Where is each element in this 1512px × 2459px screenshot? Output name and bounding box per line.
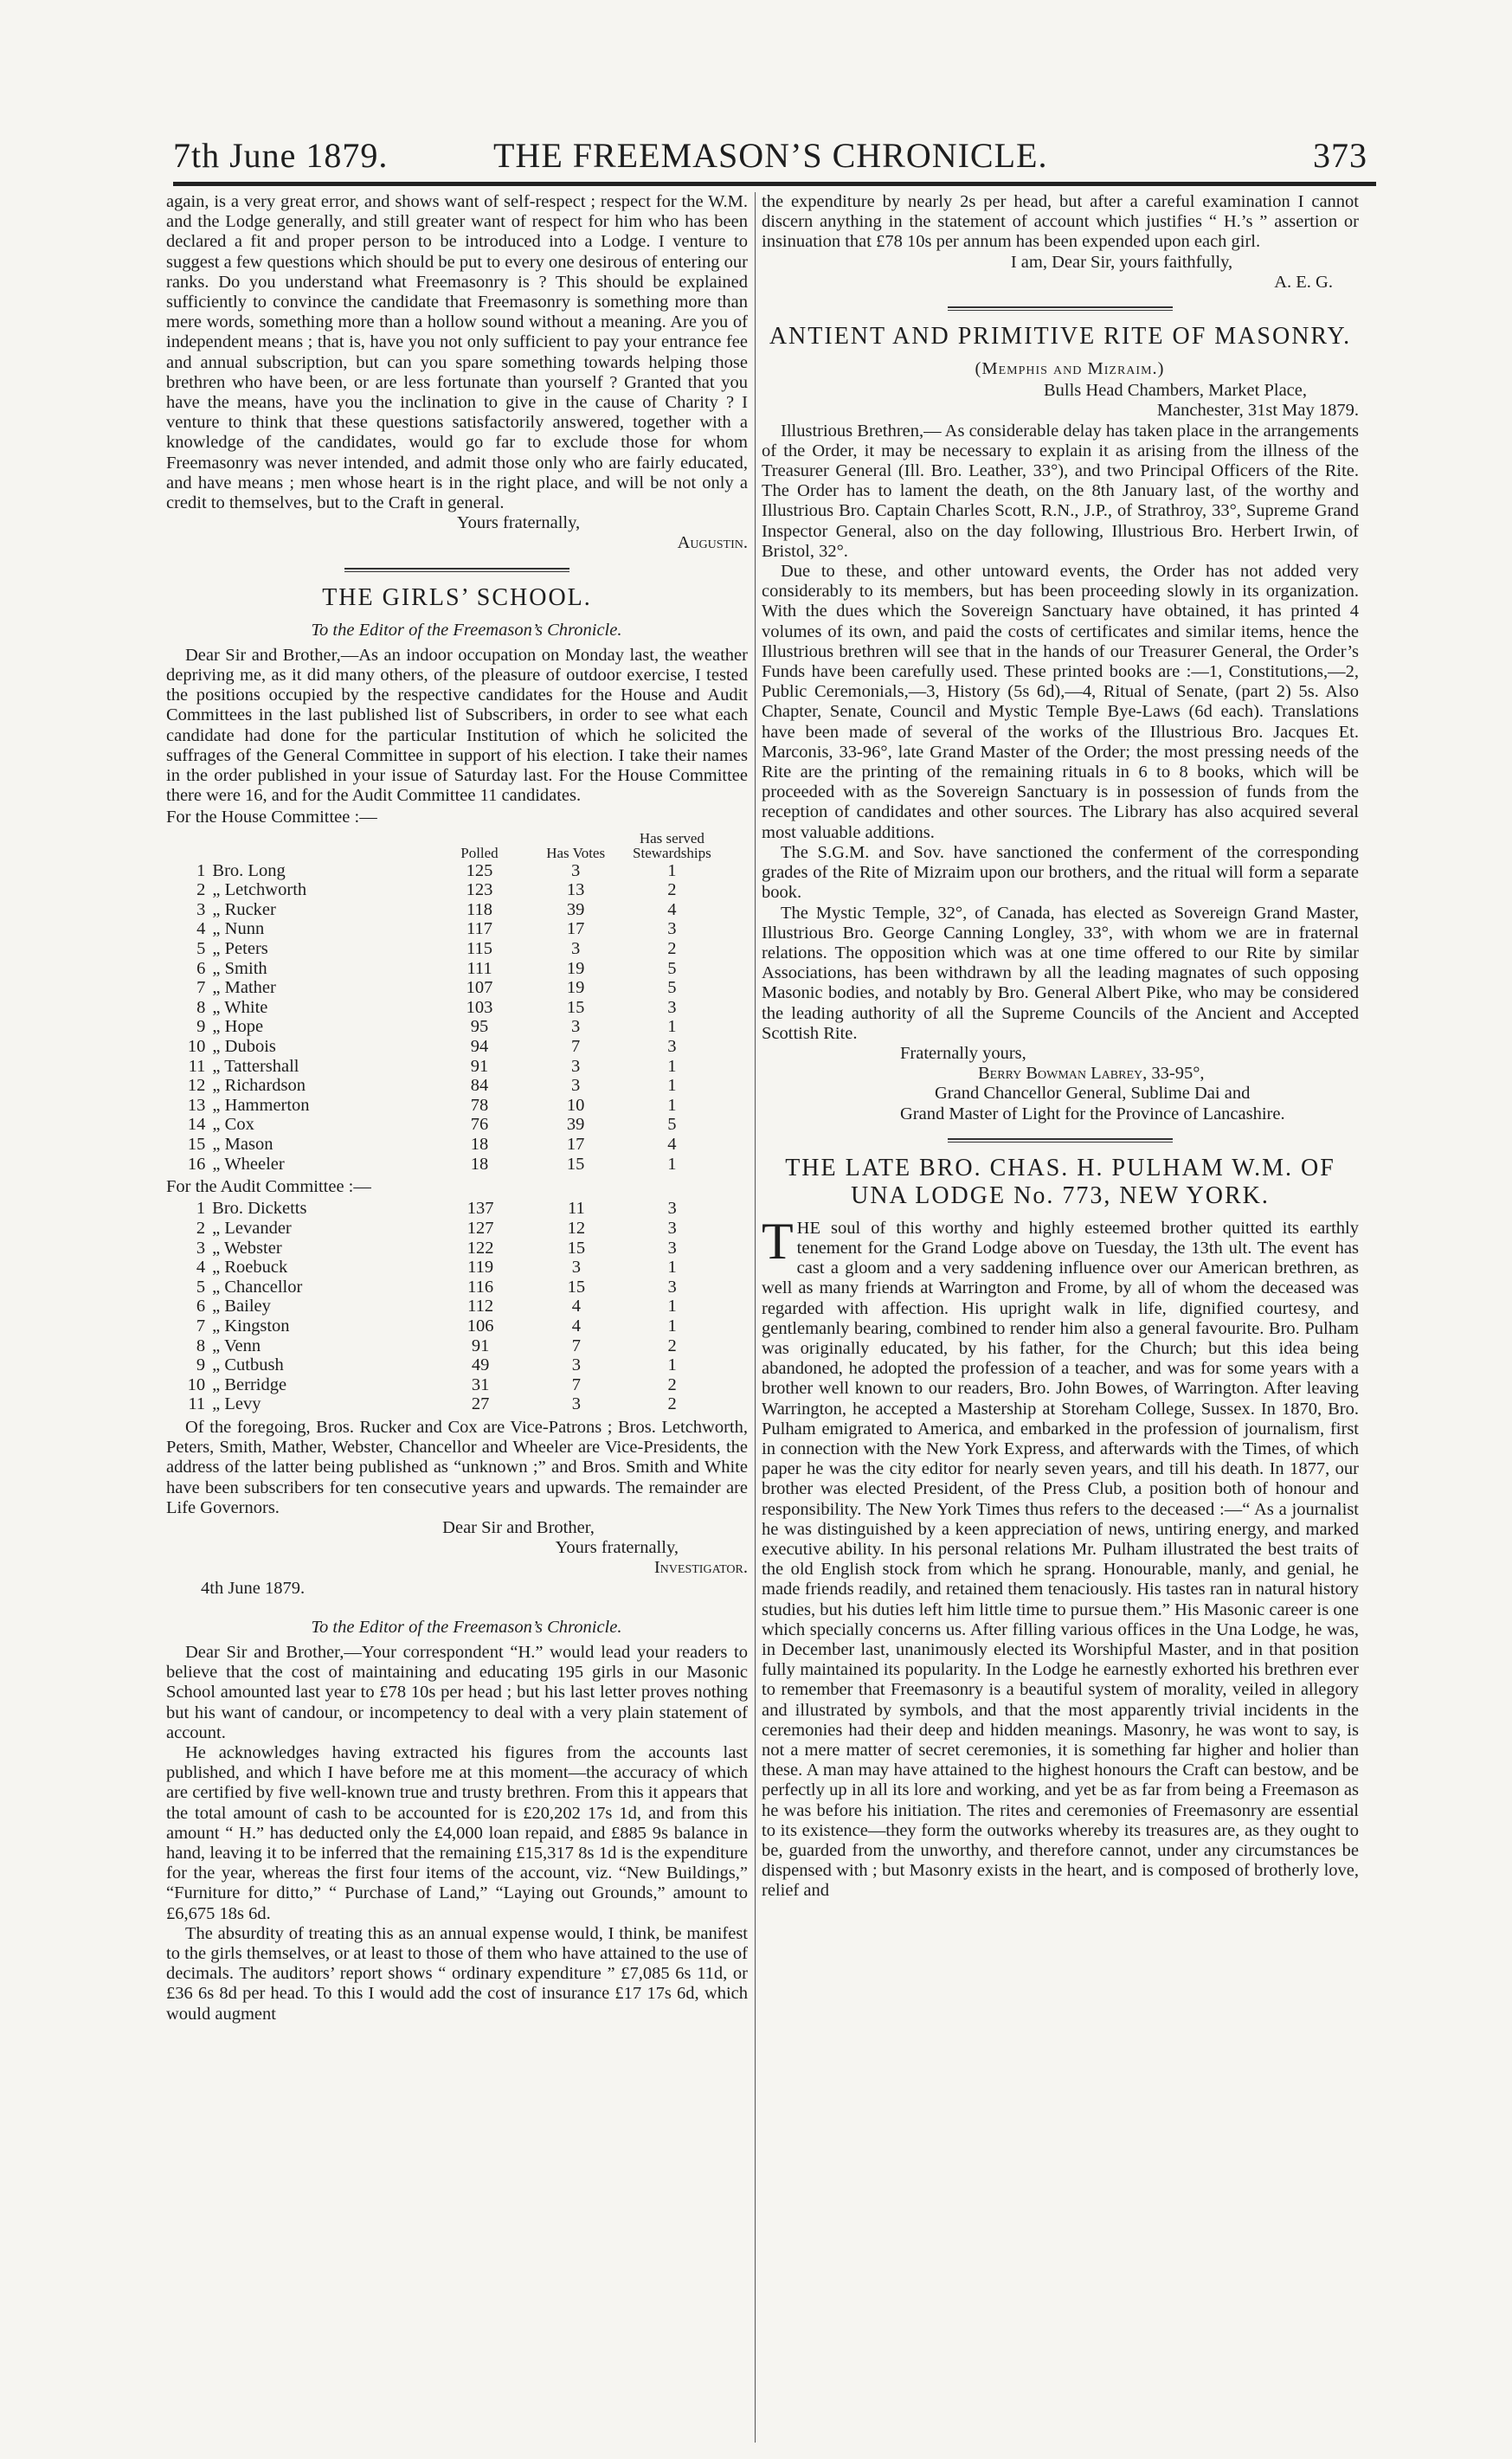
table-row [166,1297,720,1316]
cell-n: 16 [187,1154,206,1174]
cell-polled: 111 [466,958,492,978]
cell-n: 10 [187,1037,206,1057]
cell-name: „ Rucker [212,899,276,919]
table-row [166,959,720,979]
cell-name: „ Venn [212,1336,261,1355]
rite-paragraph-3: The S.G.M. and Sov. have sanctioned the conferment of the corresponding grades of the Rite of Mizraim upon our brothers, and the ritual will form a separate book. [762,842,1359,903]
cell-stew: 2 [667,1336,677,1355]
col-polled: Polled [460,844,499,861]
masthead-rule [173,182,1376,186]
right-column [762,192,1359,1902]
issue-date: 7th June 1879. [173,136,389,175]
signer-investigator: Investigator. [653,1558,748,1578]
page-number: 373 [1313,136,1367,175]
col-stewardships: Has served Stewardships [633,829,711,861]
cell-votes: 39 [566,1115,585,1135]
cell-name: „ Cox [212,1115,254,1135]
cell-stew: 3 [667,919,677,939]
cell-polled: 31 [471,1374,490,1394]
cell-votes: 15 [566,1154,585,1174]
cell-stew: 2 [667,939,677,959]
cell-name: „ Cutbush [212,1355,284,1375]
cell-votes: 7 [571,1374,581,1394]
cell-n: 11 [188,1394,206,1414]
cell-votes: 17 [566,919,585,939]
cell-name: „ Levy [212,1394,261,1414]
cell-n: 4 [196,919,206,939]
pulham-obituary [762,1212,1359,1902]
cell-n: 8 [196,997,206,1017]
cell-votes: 15 [567,1238,586,1258]
editor-address-2: To the Editor of the Freemason’s Chronicle. [311,1617,622,1637]
reply-letter-absurdity: The absurdity of treating this as an annual expense would, I think, be manifest to the girls themselves, or at least to those of them who have attained to the use of decimals. The auditors’ report shows “ ordinary expenditure ” £7,085 6s 11d, or £36 6s 8d per head. To this I would add the cost of insurance £17 17s 6d, which would augment [166,1923,748,2024]
table-row [166,1115,720,1135]
cell-name: „ Chancellor [212,1277,303,1297]
table-row [166,1096,720,1116]
cell-name: „ Richardson [212,1076,306,1096]
cell-polled: 117 [466,919,492,939]
table-row [166,939,720,959]
editor-address: To the Editor of the Freemason’s Chronicle. [311,620,622,640]
table-row [166,919,720,939]
cell-polled: 27 [471,1394,490,1414]
cell-stew: 1 [667,1056,677,1076]
girls-school-heading: THE GIRLS’ SCHOOL. [322,583,592,611]
rite-paragraph-4: The Mystic Temple, 32°, of Canada, has elected as Sovereign Grand Master, Illustrious Bro. George Canning Longley, 33°, with whom we are in fraternal relations. The opposition which was at one time offered to our Rite by similar Associations, has been withdrawn by all the leading magnates of such opposing Masonic bodies, and notably by Bro. General Albert Pike, who may be considered the leading authority of all the Supreme Councils of the Ancient and Accepted Scottish Rite. [762,903,1359,1043]
cell-polled: 137 [466,1199,494,1219]
cell-name: „ Smith [212,958,267,978]
rite-address-line1: Bulls Head Chambers, Market Place, [1043,381,1307,401]
pulham-heading: THE LATE BRO. CHAS. H. PULHAM W.M. OF UNA LODGE No. 773, NEW YORK. [785,1154,1335,1209]
cell-polled: 125 [466,860,493,880]
table-row [166,1394,720,1414]
cell-name: „ White [212,997,268,1017]
cell-stew: 3 [667,1238,677,1258]
table-row [166,861,720,881]
signer-rite: Berry Bowman Labrey, 33-95°, [978,1064,1205,1084]
rite-signer-title-1: Grand Chancellor General, Sublime Dai and [935,1084,1251,1104]
cell-n: 9 [196,1017,206,1037]
cell-n: 4 [196,1258,206,1278]
masthead [173,130,1385,182]
cell-n: 11 [188,1056,206,1076]
table-row [166,1017,720,1037]
cell-n: 2 [196,880,206,900]
cell-stew: 1 [667,1258,677,1278]
cell-name: Bro. Long [212,860,286,880]
cell-stew: 1 [667,1297,677,1316]
cell-polled: 122 [466,1238,494,1258]
cell-name: „ Dubois [212,1037,276,1057]
cell-name: „ Mason [212,1135,273,1154]
cell-votes: 3 [571,1076,581,1096]
cell-n: 10 [187,1374,206,1394]
left-column [166,192,748,2024]
pulham-obituary-text: HE soul of this worthy and highly esteemed brother quitted its earthly tenement for the Grand Lodge above on Tuesday, the 13th ult. The event has cast a gloom and a very saddening influence over our American brethren, as well as many friends at Warrington and Frome, by all of whom the deceased was regarded with affection. His upright walk in life, dignified courtesy, and gentlemanly bearing, combined to render him also a general favourite. Bro. Pulham was originally educated, by his father, for the Church; but this idea being abandoned, he adopted the profession of a teacher, and was for some years with a brother well known to our readers, Bro. John Bowes, of Warrington. After leaving Warrington, he accepted a Mastership at Storeham College, Sussex. In 1870, Bro. Pulham emigrated to America, and embarked in the profession of journalism, first in connection with the New York Express, and afterwards with the Times, of which paper he was the city editor for nearly seven years, and till his death. In 1877, our brother was elected President, of the Press Club, a position both of honour and responsibility. The New York Times thus refers to the deceased :—“ As a journalist he was distinguished by a keen appreciation of news, untiring energy, and marked executive ability. In his personal relations Mr. Pulham illustrated the best traits of the old English stock from which he sprang. Honourable, manly, and genial, he made friends readily, and retained them tenaciously. His tastes ran in natural history studies, but his duties left him little time to pursue them.” His Masonic career is one which specially concerns us. After filling various offices in the Una Lodge, he was, in December last, unanimously elected its Worshipful Master, and in that position fully maintained its popularity. In the Lodge he earnestly exhorted his brethren ever to remember that Freemasonry is a beautiful system of morality, veiled in allegory and illustrated by symbols, and that the most apparently trivial incidents in the ceremonies had their deep and hidden meanings. Masonry, he was wont to say, is not a mere matter of secret ceremonies, it is something far higher and holier than these. A man may have attained to the highest honours the Craft can bestow, and be perfectly up in all its lore and working, and yet be as far from being a Freemason as he was before his initiation. The rites and ceremonies of Freemasonry are essential to its existence—they form the outworks whereby its treasures are, as they ought to be, guarded from the unworthy, and therefore cannot, under any circumstances be dispensed with ; but Masonry exists in the heart, and is composed of brotherly love, relief and [762,1218,1359,1901]
cell-n: 5 [196,1277,206,1297]
cell-votes: 19 [566,958,585,978]
cell-name: „ Levander [212,1218,292,1238]
cell-votes: 3 [571,1258,581,1278]
cell-name: „ Mather [212,978,276,998]
cell-votes: 3 [571,860,581,880]
cell-polled: 49 [471,1355,490,1375]
cell-n: 14 [187,1115,206,1135]
cell-stew: 2 [667,880,677,900]
cell-name: „ Tattershall [212,1056,299,1076]
audit-committee-table [166,1199,720,1414]
cell-name: „ Bailey [212,1297,271,1316]
cell-n: 13 [187,1095,206,1115]
cell-name: Bro. Dicketts [212,1199,307,1219]
cell-name: „ Wheeler [212,1154,285,1174]
reply-letter-opening: Dear Sir and Brother,—Your correspondent “H.” would lead your readers to believe that the cost of maintaining and educating 195 girls in our Masonic School amounted last year to £78 10s per head ; but his last letter proves nothing but his want of candour, or incompetency to deal with a very plain statement of account. [166,1642,748,1742]
cell-stew: 1 [667,1316,677,1336]
cell-polled: 107 [466,978,493,998]
cell-votes: 3 [571,1017,581,1037]
table-row [166,1258,720,1278]
cell-stew: 1 [667,1017,677,1037]
cell-stew: 3 [667,1199,677,1219]
table-row [166,1336,720,1356]
cell-votes: 12 [567,1218,586,1238]
cell-n: 1 [196,1199,206,1219]
cell-n: 9 [196,1355,206,1375]
cell-polled: 127 [466,1218,494,1238]
table-row [166,900,720,920]
cell-polled: 123 [466,880,493,900]
table-row [166,998,720,1018]
closing-yours: Yours fraternally, [555,1538,679,1558]
table-row [166,1199,720,1219]
cell-votes: 10 [566,1095,585,1115]
closing-rite: Fraternally yours, [900,1043,1026,1063]
house-committee-label: For the House Committee :— [166,808,377,827]
cell-stew: 3 [667,1277,677,1297]
table-row [166,1155,720,1175]
cell-n: 7 [196,1316,206,1336]
cell-polled: 91 [470,1056,489,1076]
cell-votes: 3 [571,939,581,959]
cell-stew: 1 [667,1355,677,1375]
cell-polled: 103 [466,997,493,1017]
cell-votes: 15 [567,1277,586,1297]
cell-n: 8 [196,1336,206,1355]
table-row [166,1135,720,1155]
cell-n: 12 [187,1076,206,1096]
cell-votes: 13 [566,880,585,900]
cell-stew: 1 [667,1076,677,1096]
col-votes: Has Votes [546,844,606,861]
cell-votes: 11 [568,1199,585,1219]
cell-n: 1 [196,860,206,880]
cell-polled: 78 [470,1095,489,1115]
reply-letter-continuation: the expenditure by nearly 2s per head, but after a careful examination I cannot discern anything in the statement of account which justifies “ H.’s ” assertion or insinuation that £78 10s per annum has been expended upon each girl. [762,192,1359,252]
cell-name: „ Letchworth [212,880,307,900]
section-separator [344,568,569,572]
cell-stew: 4 [667,899,677,919]
reply-letter-accounts: He acknowledges having extracted his figures from the accounts last published, and which I have before me at this moment—the accuracy of which are certified by five well-known true and trusty brethren. From this it appears that the total amount of cash to be accounted for is £20,202 17s 1d, and from this amount “ H.” has deducted only the £4,000 loan repaid, and £885 9s balance in hand, leaving it to be inferred that the remaining £15,317 8s 1d is the expenditure for the year, whereas the first four items of the account, viz. “New Buildings,” “Furniture for ditto,” “ Purchase of Land,” “Laying out Grounds,” amount to £6,675 18s 6d. [166,1742,748,1923]
cell-stew: 5 [667,978,677,998]
cell-votes: 3 [571,1056,581,1076]
foregoing-paragraph: Of the foregoing, Bros. Rucker and Cox are Vice-Patrons ; Bros. Letchworth, Peters, Smith, Mather, Webster, Chancellor and Wheeler are Vice-Presidents, the address of the latter being published as “unknown ;” and Bros. Smith and White have been subscribers for ten consecutive years and upwards. The remainder are Life Governors. [166,1417,748,1517]
section-separator [948,1138,1173,1143]
table-row [166,1316,720,1336]
cell-votes: 15 [566,997,585,1017]
cell-stew: 1 [667,860,677,880]
table-row [166,1037,720,1057]
publication-title: THE FREEMASON’S CHRONICLE. [493,136,1048,175]
table-row [166,1057,720,1077]
cell-name: „ Hammerton [212,1095,310,1115]
cell-stew: 4 [667,1135,677,1154]
cell-votes: 7 [571,1336,581,1355]
cell-n: 15 [187,1135,206,1154]
cell-polled: 115 [466,939,492,959]
cell-votes: 4 [571,1316,581,1336]
girls-school-letter: Dear Sir and Brother,—As an indoor occupation on Monday last, the weather depriving me, as it did many others, of the pleasure of outdoor exercise, I tested the positions occupied by the respective candidates for the House and Audit Committees in the last published list of Subscribers, in order to see what each candidate had done for the particular Institution of which he solicited the suffrages of the General Committee in support of his election. I take their names in the order published in your issue of Saturday last. For the House Committee there were 16, and for the Audit Committee 11 candidates. [166,645,748,806]
cell-votes: 4 [571,1297,581,1316]
cell-polled: 91 [471,1336,490,1355]
cell-n: 5 [196,939,206,959]
table-row [166,1239,720,1258]
cell-stew: 5 [667,958,677,978]
cell-name: „ Kingston [212,1316,290,1336]
letter-continuation: again, is a very great error, and shows want of self-respect ; respect for the W.M. and the Lodge generally, and still greater want of respect for him who has been declared a fit and proper person to be introduced into a Lodge. I venture to suggest a few questions which should be put to every one desirous of entering our ranks. Do you understand what Freemasonry is ? This should be explained sufficiently to convince the candidate that Freemasonry is something more than mere words, something more than a hollow sound without a meaning. Are you of independent means ; that is, have you not only sufficient to pay your entrance fee and annual subscription, but can you spare something towards helping those brethren who have been, or are less fortunate than yourself ? Granted that you have the means, have you the inclination to give in the cause of Charity ? I venture to think that these questions satisfactorily answered, together with a knowledge of the candidates, would go far to exclude those for whom Freemasonry was never intended, and admit those only who are fairly educated, and have means ; men whose heart is in the right place, and will be not only a credit to themselves, but to the Craft in general. [166,192,748,513]
cell-stew: 1 [667,1154,677,1174]
cell-n: 6 [196,958,206,978]
rite-address-line2: Manchester, 31st May 1879. [1156,401,1359,421]
cell-n: 3 [196,1238,206,1258]
cell-polled: 84 [470,1076,489,1096]
table-row [166,1375,720,1395]
cell-stew: 2 [667,1394,677,1414]
cell-stew: 5 [667,1115,677,1135]
table-row [166,1355,720,1375]
cell-polled: 118 [466,899,492,919]
cell-stew: 3 [667,997,677,1017]
table-row [166,1076,720,1096]
cell-name: „ Nunn [212,919,265,939]
house-committee-table [166,830,720,1175]
cell-votes: 7 [571,1037,581,1057]
rite-signer-title-2: Grand Master of Light for the Province of Lancashire. [900,1104,1285,1123]
cell-votes: 3 [571,1394,581,1414]
drop-cap: T [762,1212,794,1270]
closing-augustin: Yours fraternally, [456,513,581,533]
cell-polled: 94 [470,1037,489,1057]
cell-votes: 3 [571,1355,581,1375]
cell-n: 3 [196,899,206,919]
table-row [166,880,720,900]
table-row [166,1278,720,1297]
cell-polled: 116 [467,1277,494,1297]
section-separator [948,306,1173,311]
table-row [166,1219,720,1239]
rite-paragraph-2: Due to these, and other untoward events, the Order has not added very considerably to its members, but has been proceeding slowly in its organization. With the dues which the Sovereign Sanctuary have obtained, it has printed 4 volumes of its own, and paid the costs of certificates and similar items, hence the Illustrious brethren will see that in the hands of our Treasurer General, the Order’s Funds have been carefully used. These printed books are :—1, Constitutions,—2, Public Ceremonials,—3, History (5s 6d),—4, Ritual of Senate, (part 2) 5s. Also Chapter, Senate, Council and Mystic Temple Bye-Laws (6d each). Translations have been made of several of the works of the Illustrious Bro. Jacques Et. Marconis, 33-96°, late Grand Master of the Order; the most pressing needs of the Rite are the printing of the remaining rituals in 6 to 8 books, which will be proceeded with as the Sovereign Sanctuary is in possession of funds from the reception of candidates and other sources. The Library has also acquired several most valuable additions. [762,562,1359,842]
signer-aeg: A. E. G. [1274,272,1333,292]
cell-polled: 76 [470,1115,489,1135]
audit-committee-label: For the Audit Committee :— [166,1177,371,1197]
cell-name: „ Webster [212,1238,282,1258]
cell-polled: 18 [470,1154,489,1174]
cell-polled: 95 [470,1017,489,1037]
cell-polled: 119 [467,1258,494,1278]
letter-date: 4th June 1879. [201,1578,306,1598]
table-row [166,978,720,998]
column-divider [755,192,756,2443]
cell-name: „ Hope [212,1017,264,1037]
cell-polled: 112 [467,1297,494,1316]
cell-n: 6 [196,1297,206,1316]
cell-n: 7 [196,978,206,998]
cell-name: „ Roebuck [212,1258,288,1278]
cell-stew: 3 [667,1218,677,1238]
cell-polled: 106 [466,1316,494,1336]
cell-stew: 3 [667,1037,677,1057]
cell-name: „ Peters [212,939,268,959]
table-header-row [166,830,720,861]
cell-stew: 1 [667,1095,677,1115]
rite-subtitle: (Memphis and Mizraim.) [975,359,1165,379]
closing-aeg: I am, Dear Sir, yours faithfully, [1010,252,1233,272]
cell-stew: 2 [667,1374,677,1394]
rite-heading: ANTIENT AND PRIMITIVE RITE OF MASONRY. [769,323,1352,351]
cell-polled: 18 [470,1135,489,1154]
cell-votes: 39 [566,899,585,919]
cell-n: 2 [196,1218,206,1238]
signer-augustin: Augustin. [677,533,748,553]
cell-votes: 19 [566,978,585,998]
rite-paragraph-1: Illustrious Brethren,— As considerable delay has taken place in the arrangements of the Order, it may be necessary to explain it as arising from the illness of the Treasurer General (Ill. Bro. Leather, 33°), and two Principal Officers of the Rite. The Order has to lament the death, on the 8th January last, of the worthy and Illustrious Bro. Captain Charles Scott, R.N., J.P., of Strathroy, 33°, Supreme Grand Inspector General, also on the day following, Illustrious Bro. Herbert Irwin, of Bristol, 32°. [762,421,1359,561]
cell-votes: 17 [566,1135,585,1154]
closing-dear-sir: Dear Sir and Brother, [442,1517,595,1537]
cell-name: „ Berridge [212,1374,287,1394]
